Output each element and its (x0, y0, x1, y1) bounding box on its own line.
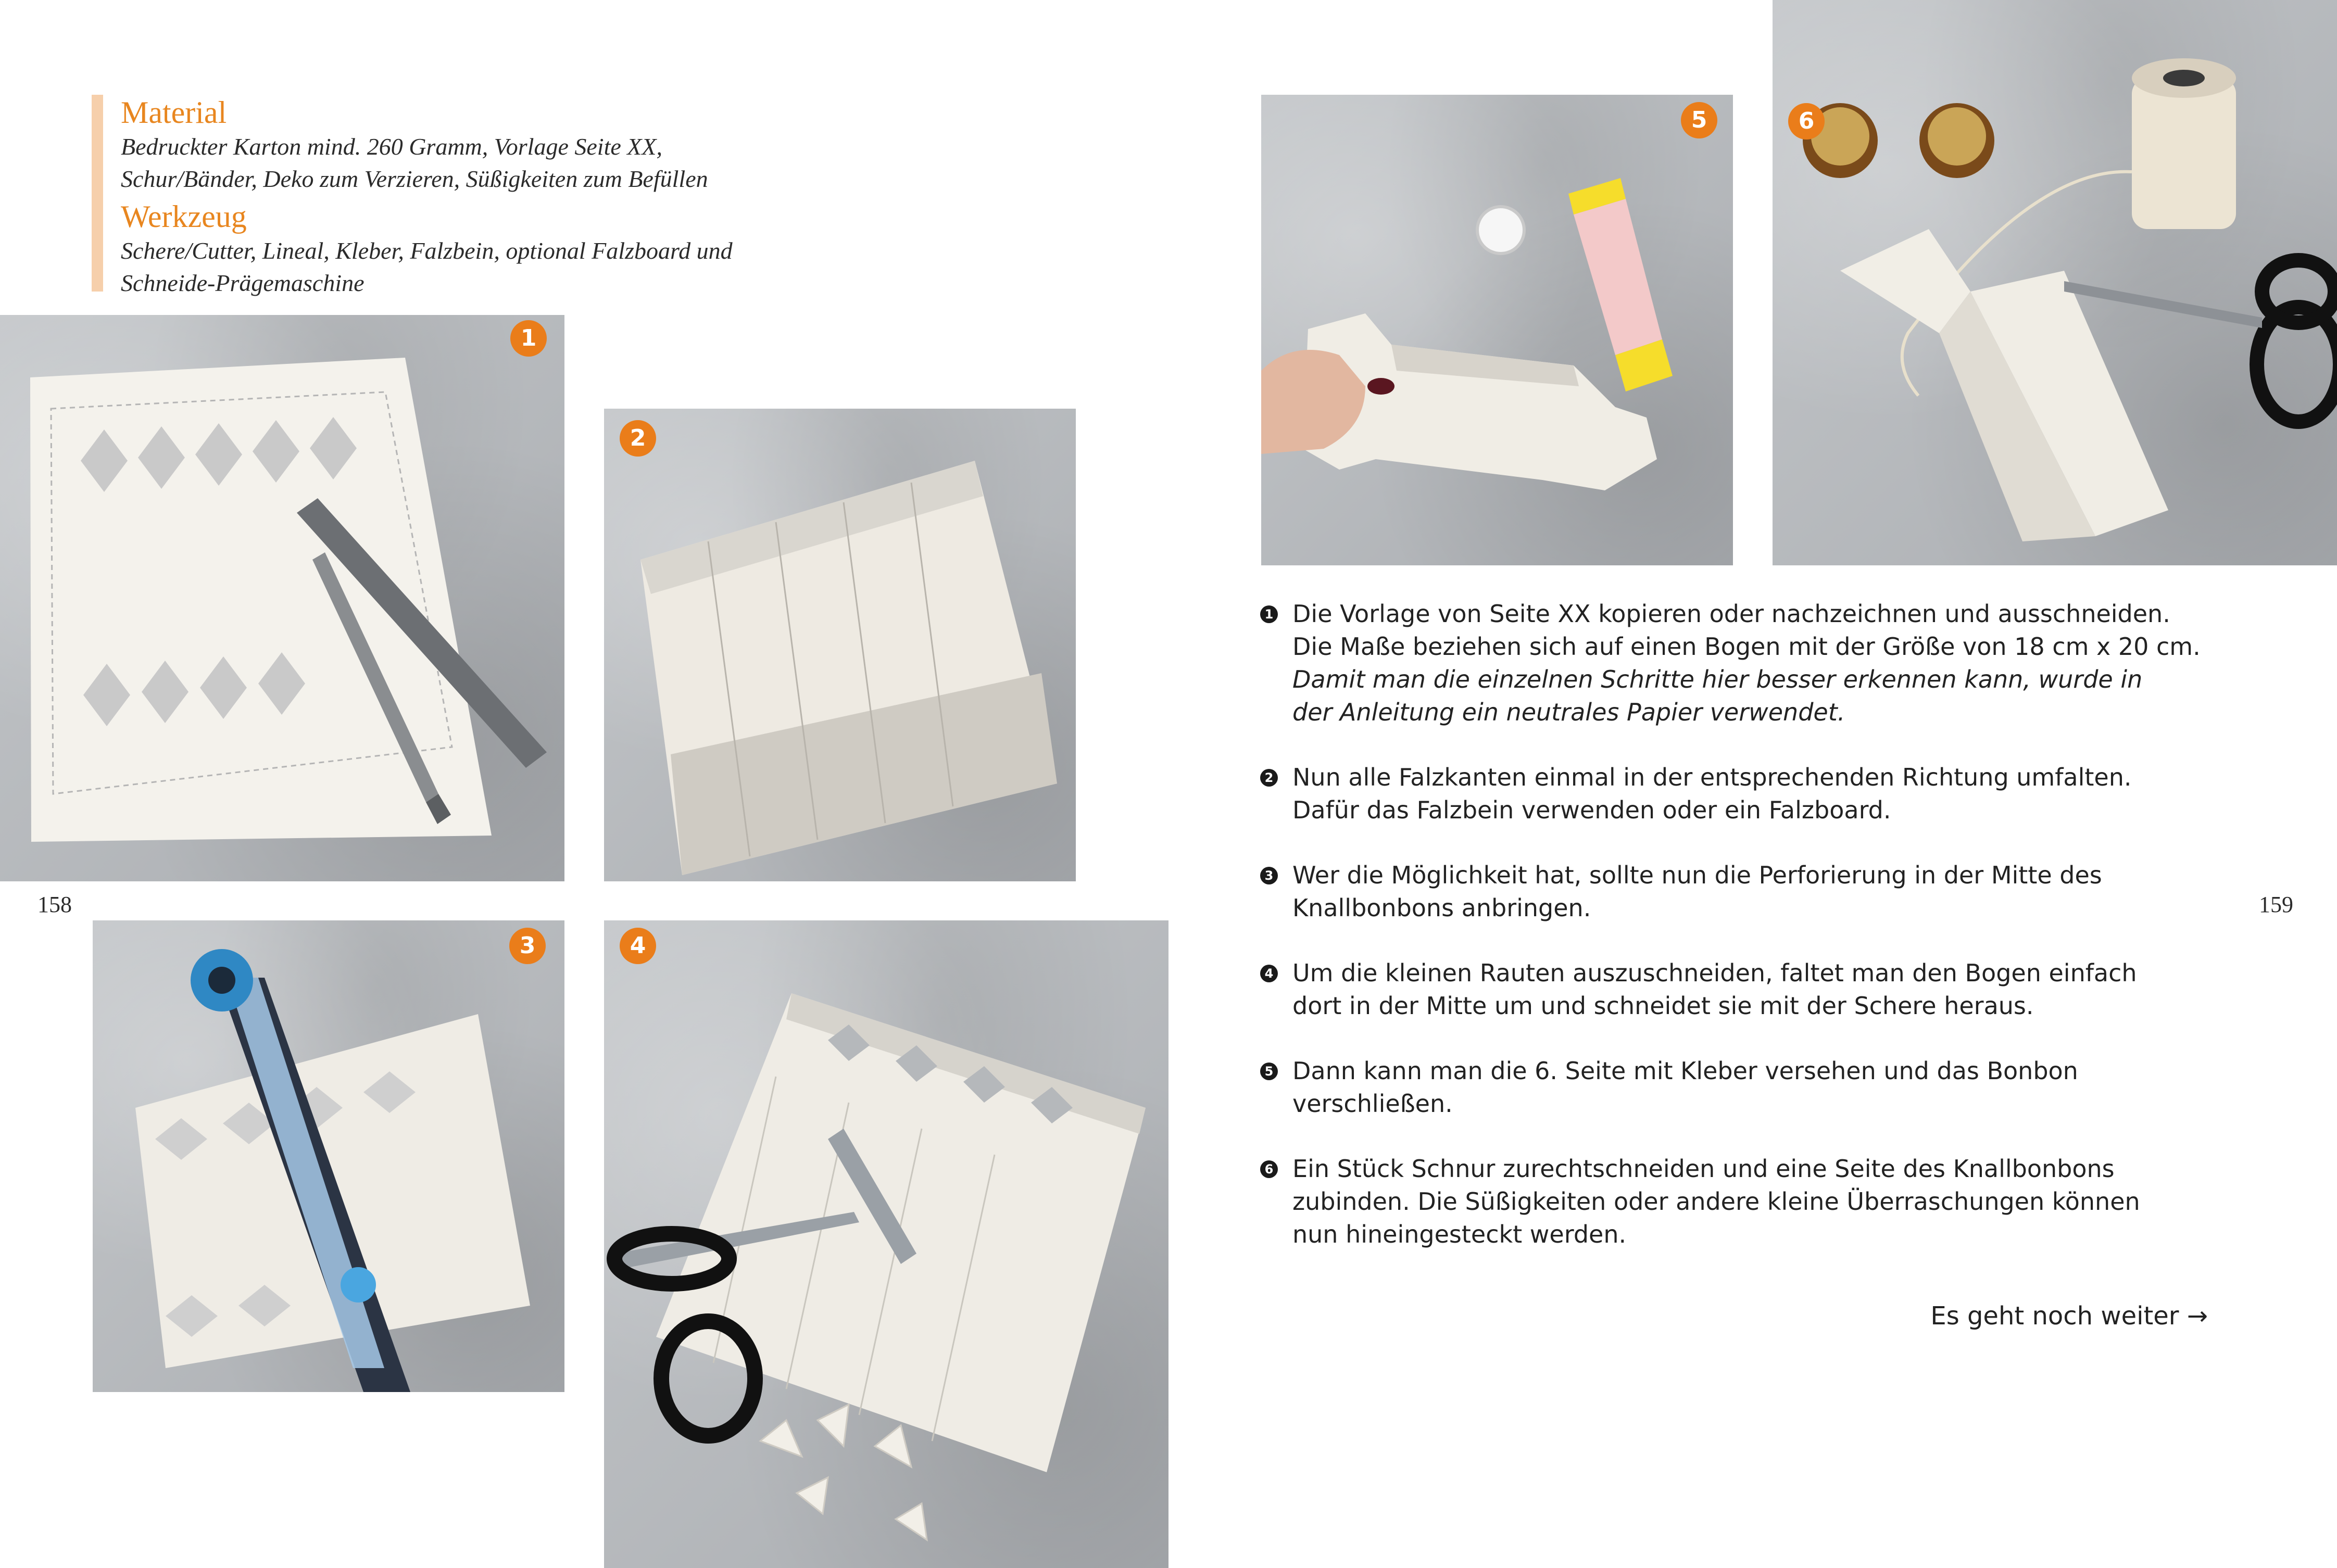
step-badge-3: 3 (509, 928, 546, 964)
tools-heading: Werkzeug (121, 199, 247, 234)
step-badge-6: 6 (1788, 103, 1825, 140)
step-number-1: 1 (1260, 605, 1278, 623)
step-3 (1260, 859, 2291, 925)
step-number-4: 4 (1260, 965, 1278, 982)
accent-bar (92, 95, 103, 292)
photo-step-5 (1261, 95, 1733, 565)
step-5-line-1: Dann kann man die 6. Seite mit Kleber versehen und das Bonbon (1292, 1057, 2078, 1085)
cutting-diamonds-photo (604, 920, 1168, 1568)
photo-step-1 (0, 315, 564, 881)
step-2-line-1: Nun alle Falzkanten einmal in der entsprechenden Richtung umfalten. (1292, 763, 2132, 791)
step-2 (1260, 761, 2291, 827)
step-6-line-2: zubinden. Die Süßigkeiten oder andere kleine Überraschungen können (1292, 1187, 2140, 1216)
step-6 (1260, 1153, 2291, 1251)
step-1-note-line-2: der Anleitung ein neutrales Papier verwendet. (1292, 698, 1845, 726)
step-4-line-1: Um die kleinen Rauten auszuschneiden, faltet man den Bogen einfach (1292, 959, 2137, 987)
page-number-right: 159 (2259, 892, 2293, 917)
step-5-line-2: verschließen. (1292, 1090, 1453, 1118)
tools-line-2: Schneide-Prägemaschine (121, 270, 365, 296)
step-number-3: 3 (1260, 867, 1278, 884)
instructions-list (1260, 598, 2291, 1283)
step-1-note-line-1: Damit man die einzelnen Schritte hier besser erkennen kann, wurde in (1292, 665, 2143, 693)
template-ruler-scalpel-photo (0, 315, 564, 881)
material-line-1: Bedruckter Karton mind. 260 Gramm, Vorlage Seite XX, (121, 133, 662, 160)
step-number-6: 6 (1260, 1160, 1278, 1178)
step-5 (1260, 1055, 2291, 1120)
perforating-cutter-photo (93, 920, 564, 1392)
continue-note: Es geht noch weiter → (1930, 1301, 2208, 1331)
step-4 (1260, 957, 2291, 1022)
photo-step-6 (1773, 0, 2337, 565)
step-badge-5: 5 (1681, 102, 1717, 138)
step-6-line-3: nun hineingesteckt werden. (1292, 1220, 1627, 1248)
material-heading: Material (121, 95, 227, 130)
step-number-5: 5 (1260, 1063, 1278, 1080)
step-badge-1: 1 (510, 320, 547, 357)
folded-sheet-photo (604, 409, 1076, 881)
step-3-line-2: Knallbonbons anbringen. (1292, 894, 1591, 922)
glueing-cracker-photo (1261, 95, 1733, 565)
photo-step-2 (604, 409, 1076, 881)
finished-cracker-photo (1773, 0, 2337, 565)
page-number-left: 158 (37, 892, 72, 917)
step-4-line-2: dort in der Mitte um und schneidet sie mit der Schere heraus. (1292, 992, 2034, 1020)
step-6-line-1: Ein Stück Schnur zurechtschneiden und eine Seite des Knallbonbons (1292, 1155, 2115, 1183)
step-1 (1260, 598, 2291, 729)
step-3-line-1: Wer die Möglichkeit hat, sollte nun die Perforierung in der Mitte des (1292, 861, 2102, 889)
material-line-2: Schur/Bänder, Deko zum Verzieren, Süßigkeiten zum Befüllen (121, 166, 708, 192)
step-badge-4: 4 (620, 928, 656, 964)
step-1-line-2: Die Maße beziehen sich auf einen Bogen mit der Größe von 18 cm x 20 cm. (1292, 633, 2201, 661)
step-number-2: 2 (1260, 769, 1278, 787)
step-2-line-2: Dafür das Falzbein verwenden oder ein Falzboard. (1292, 796, 1891, 824)
tools-line-1: Schere/Cutter, Lineal, Kleber, Falzbein, optional Falzboard und (121, 237, 733, 264)
photo-step-4 (604, 920, 1168, 1568)
step-badge-2: 2 (620, 420, 656, 457)
step-1-line-1: Die Vorlage von Seite XX kopieren oder nachzeichnen und ausschneiden. (1292, 600, 2170, 628)
photo-step-3 (93, 920, 564, 1392)
